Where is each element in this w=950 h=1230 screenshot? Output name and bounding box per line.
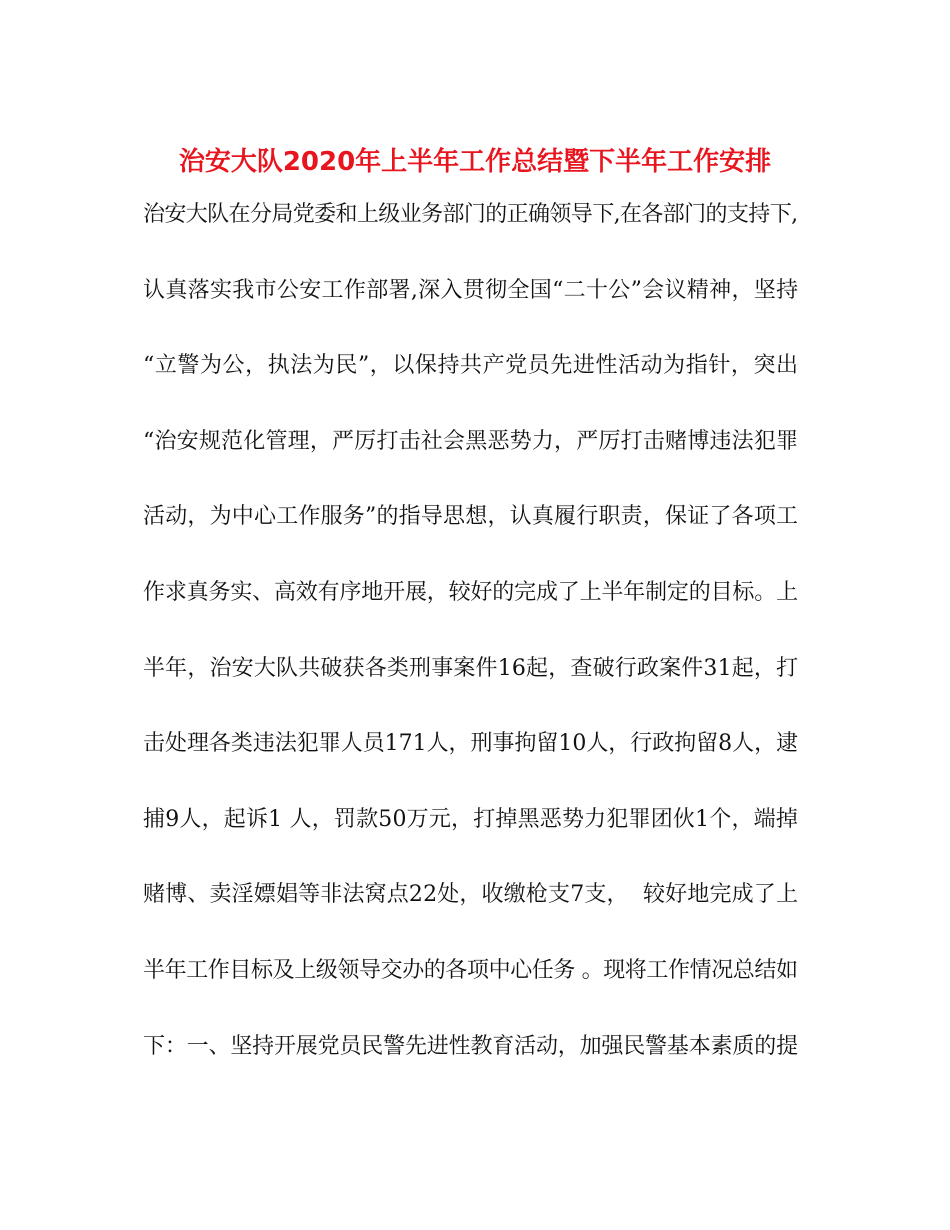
body-line: 治安大队在分局党委和上级业务部门的正确领导下,在各部门的支持下, [143,202,798,227]
body-line: 击处理各类违法犯罪人员171人，刑事拘留10人，行政拘留8人，逮 [143,731,799,757]
body-line: 下：一、坚持开展党员民警先进性教育活动，加强民警基本素质的提 [143,1033,798,1059]
body-line: 活动，为中心工作服务”的指导思想，认真履行职责，保证了各项工 [143,504,799,530]
body-line: 半年，治安大队共破获各类刑事案件16起，查破行政案件31起，打 [143,655,799,681]
body-line: 捕9人，起诉1 人，罚款50万元，打掉黑恶势力犯罪团伙1个，端掉 [143,806,799,832]
body-line: 认真落实我市公安工作部署,深入贯彻全国“二十公”会议精神，坚持 [143,277,799,303]
body-line: 作求真务实、高效有序地开展，较好的完成了上半年制定的目标。上 [143,580,798,605]
body-line: “立警为公，执法为民”，以保持共产党员先进性活动为指针，突出 [143,353,799,379]
document-title: 治安大队2020年上半年工作总结暨下半年工作安排 [178,147,772,177]
body-line: “治安规范化管理，严厉打击社会黑恶势力，严厉打击赌博违法犯罪 [143,428,799,454]
body-line: 半年工作目标及上级领导交办的各项中心任务 。现将工作情况总结如 [143,958,798,983]
body-line: 赌博、卖淫嫖娼等非法窝点22处，收缴枪支7支， 较好地完成了上 [143,882,799,908]
